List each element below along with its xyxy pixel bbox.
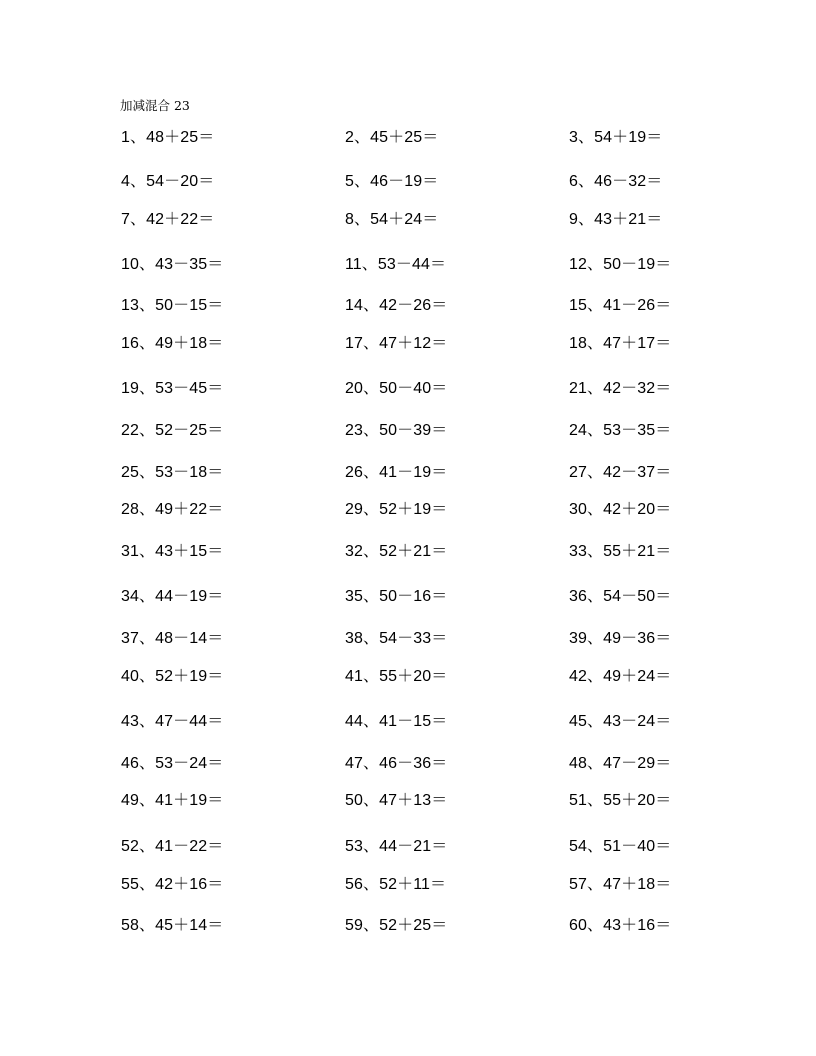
problem-item: 10、43－35＝ bbox=[121, 256, 224, 273]
problem-item: 44、41－15＝ bbox=[345, 713, 448, 730]
problem-item: 52、41－22＝ bbox=[121, 838, 224, 855]
problem-item: 45、43－24＝ bbox=[569, 713, 672, 730]
problem-item: 26、41－19＝ bbox=[345, 464, 448, 481]
problem-item: 30、42＋20＝ bbox=[569, 501, 672, 518]
problem-item: 3、54＋19＝ bbox=[569, 129, 663, 146]
problem-item: 13、50－15＝ bbox=[121, 297, 224, 314]
problem-item: 18、47＋17＝ bbox=[569, 335, 672, 352]
problem-item: 25、53－18＝ bbox=[121, 464, 224, 481]
problem-item: 54、51－40＝ bbox=[569, 838, 672, 855]
worksheet-title: 加减混合 23 bbox=[120, 98, 190, 113]
problem-item: 27、42－37＝ bbox=[569, 464, 672, 481]
problem-item: 32、52＋21＝ bbox=[345, 543, 448, 560]
problem-item: 28、49＋22＝ bbox=[121, 501, 224, 518]
problem-item: 12、50－19＝ bbox=[569, 256, 672, 273]
problem-item: 20、50－40＝ bbox=[345, 380, 448, 397]
problem-item: 17、47＋12＝ bbox=[345, 335, 448, 352]
problem-item: 14、42－26＝ bbox=[345, 297, 448, 314]
problem-item: 60、43＋16＝ bbox=[569, 917, 672, 934]
problem-item: 8、54＋24＝ bbox=[345, 211, 439, 228]
problem-item: 22、52－25＝ bbox=[121, 422, 224, 439]
problem-item: 29、52＋19＝ bbox=[345, 501, 448, 518]
problem-item: 36、54－50＝ bbox=[569, 588, 672, 605]
problem-item: 7、42＋22＝ bbox=[121, 211, 215, 228]
problem-item: 48、47－29＝ bbox=[569, 755, 672, 772]
problem-item: 39、49－36＝ bbox=[569, 630, 672, 647]
problem-item: 11、53－44＝ bbox=[345, 256, 447, 273]
problem-item: 50、47＋13＝ bbox=[345, 792, 448, 809]
problem-item: 4、54－20＝ bbox=[121, 173, 215, 190]
problem-item: 56、52＋11＝ bbox=[345, 876, 447, 893]
problem-item: 1、48＋25＝ bbox=[121, 129, 215, 146]
problem-item: 43、47－44＝ bbox=[121, 713, 224, 730]
problem-item: 6、46－32＝ bbox=[569, 173, 663, 190]
problem-item: 35、50－16＝ bbox=[345, 588, 448, 605]
problem-item: 55、42＋16＝ bbox=[121, 876, 224, 893]
problem-item: 31、43＋15＝ bbox=[121, 543, 224, 560]
problem-item: 19、53－45＝ bbox=[121, 380, 224, 397]
problem-item: 2、45＋25＝ bbox=[345, 129, 439, 146]
problem-item: 34、44－19＝ bbox=[121, 588, 224, 605]
problem-item: 15、41－26＝ bbox=[569, 297, 672, 314]
problem-item: 38、54－33＝ bbox=[345, 630, 448, 647]
problem-item: 33、55＋21＝ bbox=[569, 543, 672, 560]
problem-item: 9、43＋21＝ bbox=[569, 211, 663, 228]
problem-item: 59、52＋25＝ bbox=[345, 917, 448, 934]
problem-item: 51、55＋20＝ bbox=[569, 792, 672, 809]
problem-item: 57、47＋18＝ bbox=[569, 876, 672, 893]
problem-item: 46、53－24＝ bbox=[121, 755, 224, 772]
problem-item: 5、46－19＝ bbox=[345, 173, 439, 190]
problem-item: 23、50－39＝ bbox=[345, 422, 448, 439]
problem-item: 41、55＋20＝ bbox=[345, 668, 448, 685]
problem-item: 53、44－21＝ bbox=[345, 838, 448, 855]
problem-item: 58、45＋14＝ bbox=[121, 917, 224, 934]
problem-item: 21、42－32＝ bbox=[569, 380, 672, 397]
problem-item: 16、49＋18＝ bbox=[121, 335, 224, 352]
problem-item: 42、49＋24＝ bbox=[569, 668, 672, 685]
problem-item: 24、53－35＝ bbox=[569, 422, 672, 439]
problem-item: 47、46－36＝ bbox=[345, 755, 448, 772]
problem-item: 40、52＋19＝ bbox=[121, 668, 224, 685]
problem-item: 37、48－14＝ bbox=[121, 630, 224, 647]
problem-item: 49、41＋19＝ bbox=[121, 792, 224, 809]
